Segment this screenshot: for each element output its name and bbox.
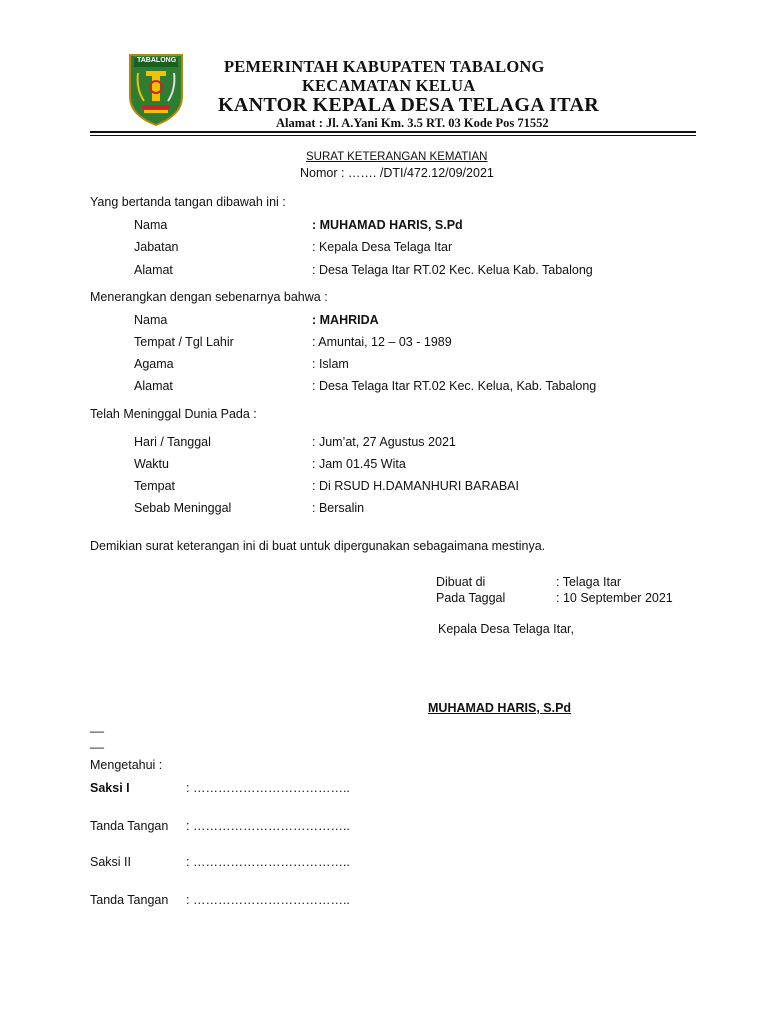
- signer-intro: Yang bertanda tangan dibawah ini :: [90, 195, 286, 209]
- closing-statement: Demikian surat keterangan ini di buat untuk dipergunakan sebagaimana mestinya.: [90, 539, 546, 553]
- header-government: PEMERINTAH KABUPATEN TABALONG: [224, 57, 545, 76]
- death-value: : Bersalin: [312, 501, 365, 515]
- witness-label: Saksi II: [90, 855, 131, 869]
- subject-label: Agama: [134, 357, 174, 371]
- subject-value: : Desa Telaga Itar RT.02 Kec. Kelua, Kab. Tabalong: [312, 379, 597, 393]
- signer-value: : Desa Telaga Itar RT.02 Kec. Kelua Kab. Tabalong: [312, 263, 593, 277]
- tabalong-crest-icon: [128, 53, 184, 127]
- witness-label: Saksi I: [90, 781, 130, 795]
- subject-intro: Menerangkan dengan sebenarnya bahwa :: [90, 290, 328, 304]
- header-district: KECAMATAN KELUA: [302, 76, 476, 95]
- witness-label: Tanda Tangan: [90, 893, 169, 907]
- header-address: Alamat : Jl. A.Yani Km. 3.5 RT. 03 Kode Pos 71552: [276, 116, 549, 130]
- letterhead-rule-thin: [90, 135, 696, 136]
- witness-value: : ………………………………..: [186, 893, 350, 907]
- header-office: KANTOR KEPALA DESA TELAGA ITAR: [218, 94, 599, 116]
- witness-value: : ………………………………..: [186, 819, 350, 833]
- death-label: Hari / Tanggal: [134, 435, 211, 449]
- subject-label: Nama: [134, 313, 168, 327]
- death-label: Tempat: [134, 479, 175, 493]
- document-title: SURAT KETERANGAN KEMATIAN: [306, 151, 488, 163]
- signer-label: Nama: [134, 218, 168, 232]
- issued-date-value: : 10 September 2021: [556, 591, 673, 605]
- logo-text: TABALONG: [137, 57, 177, 64]
- subject-value: : Amuntai, 12 – 03 - 1989: [312, 335, 452, 349]
- issued-date-label: Pada Taggal: [436, 591, 506, 605]
- signer-label: Jabatan: [134, 240, 179, 254]
- issued-place-value: : Telaga Itar: [556, 575, 622, 589]
- subject-label: Tempat / Tgl Lahir: [134, 335, 234, 349]
- signer-value: : Kepala Desa Telaga Itar: [312, 240, 453, 254]
- signer-value: : MUHAMAD HARIS, S.Pd: [312, 218, 463, 232]
- witness-value: : ………………………………..: [186, 781, 350, 795]
- witness-value: : ………………………………..: [186, 855, 350, 869]
- death-label: Sebab Meninggal: [134, 501, 232, 515]
- signer-position: Kepala Desa Telaga Itar,: [438, 622, 574, 636]
- death-label: Waktu: [134, 457, 169, 471]
- death-value: : Jum’at, 27 Agustus 2021: [312, 435, 456, 449]
- acknowledgement-heading: Mengetahui :: [90, 758, 163, 772]
- document-number: Nomor : ……. /DTI/472.12/09/2021: [300, 166, 494, 180]
- witness-label: Tanda Tangan: [90, 819, 169, 833]
- death-value: : Jam 01.45 Wita: [312, 457, 406, 471]
- subject-value: : MAHRIDA: [312, 313, 379, 327]
- death-value: : Di RSUD H.DAMANHURI BARABAI: [312, 479, 519, 493]
- death-intro: Telah Meninggal Dunia Pada :: [90, 407, 257, 421]
- regency-logo: [128, 53, 184, 127]
- dash-mark: __: [90, 735, 104, 749]
- issued-place-label: Dibuat di: [436, 575, 486, 589]
- dash-mark: __: [90, 719, 104, 733]
- subject-label: Alamat: [134, 379, 173, 393]
- signer-name: MUHAMAD HARIS, S.Pd: [428, 701, 572, 715]
- signer-label: Alamat: [134, 263, 173, 277]
- subject-value: : Islam: [312, 357, 349, 371]
- letterhead-rule-thick: [90, 131, 696, 133]
